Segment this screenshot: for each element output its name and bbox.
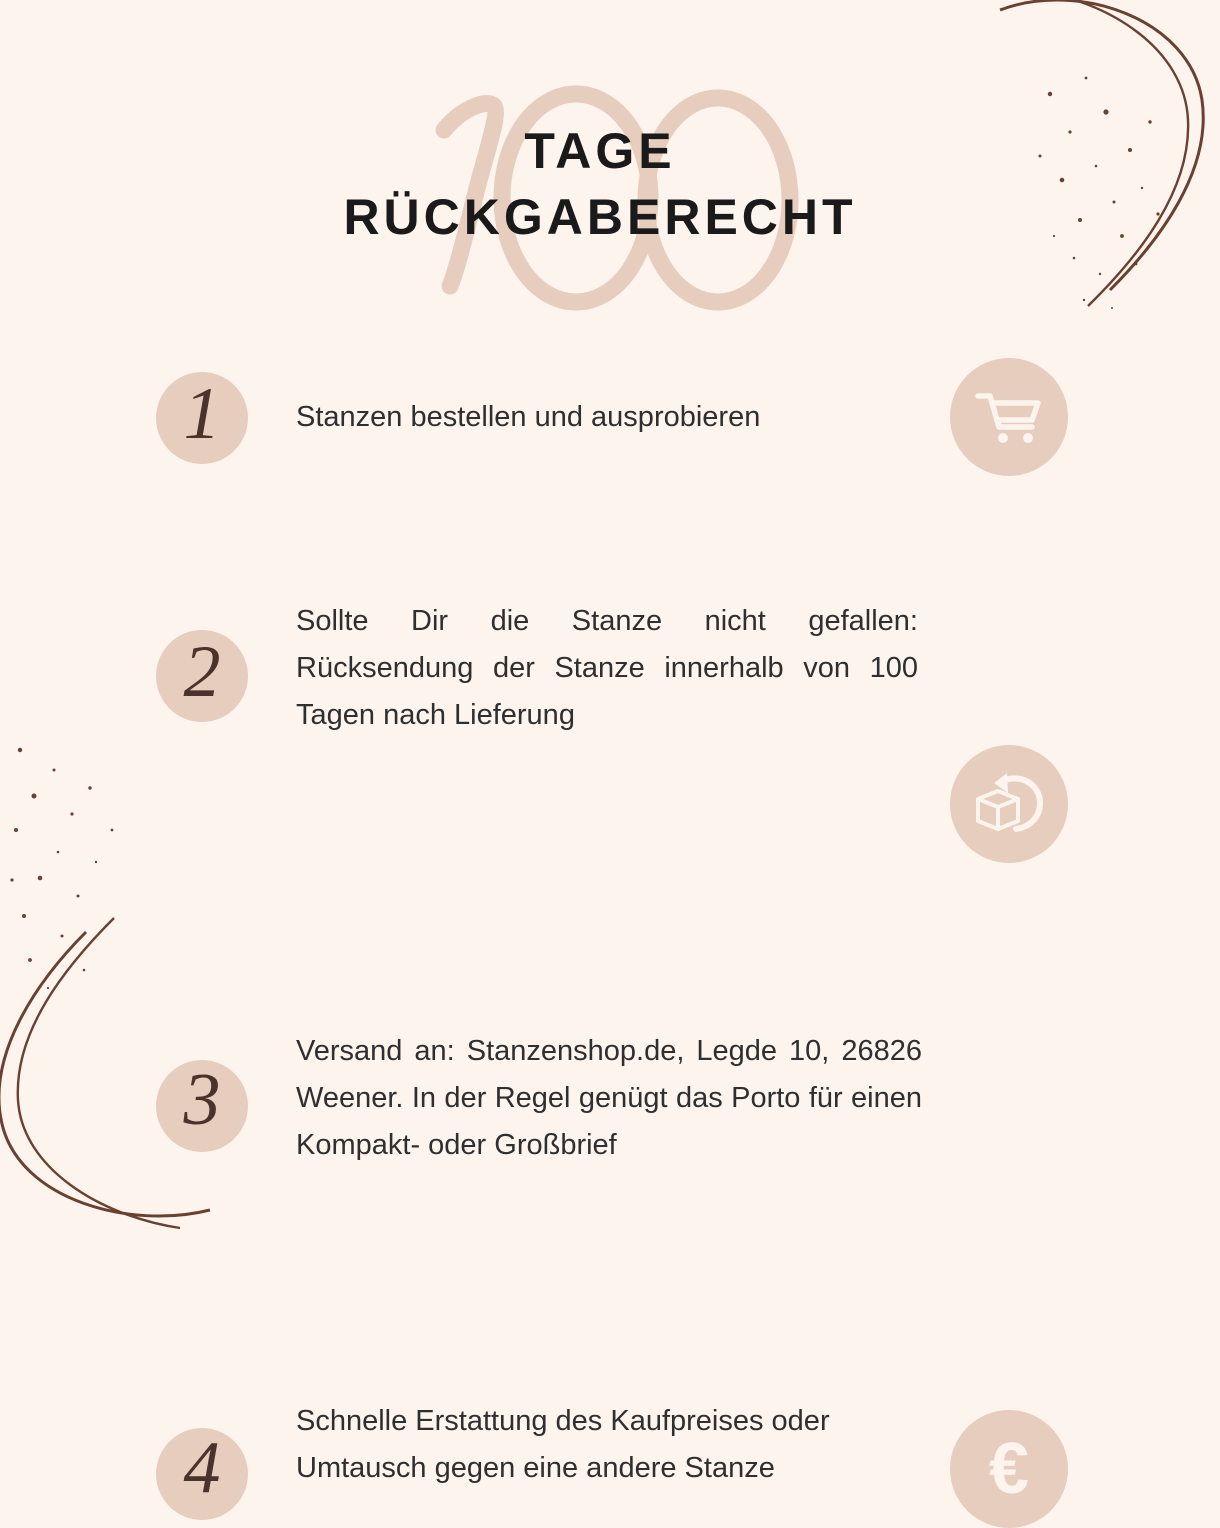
step-text: Versand an: Stanzenshop.de, Legde 10, 26826 Weener. In der Regel genügt das Porto für einen Kompakt- oder Großbrief (296, 1035, 922, 1161)
headline-block (0, 60, 1200, 330)
list-item (0, 360, 1200, 480)
step-text: Sollte Dir die Stanze nicht gefallen: Rücksendung der Stanze innerhalb von 100 Tagen nach Lieferung (296, 605, 918, 731)
step-number: 3 (183, 1059, 221, 1141)
step-text: Schnelle Erstattung des Kaufpreises oder Umtausch gegen eine andere Stanze (296, 1405, 830, 1484)
steps-list (0, 360, 1200, 1509)
euro-symbol: € (988, 1429, 1030, 1509)
step-number: 2 (183, 631, 221, 713)
page-title-line2: RÜCKGABERECHT (343, 189, 857, 245)
page-title-line1: TAGE (524, 123, 676, 179)
list-item (0, 680, 1200, 1161)
shopping-cart-icon (950, 358, 1068, 476)
step-number: 1 (183, 373, 221, 455)
list-item (0, 480, 1200, 731)
step-text: Stanzen bestellen und ausprobieren (296, 401, 761, 433)
page-title (0, 118, 1200, 250)
step-number: 4 (183, 1427, 221, 1509)
euro-icon (950, 1410, 1068, 1528)
